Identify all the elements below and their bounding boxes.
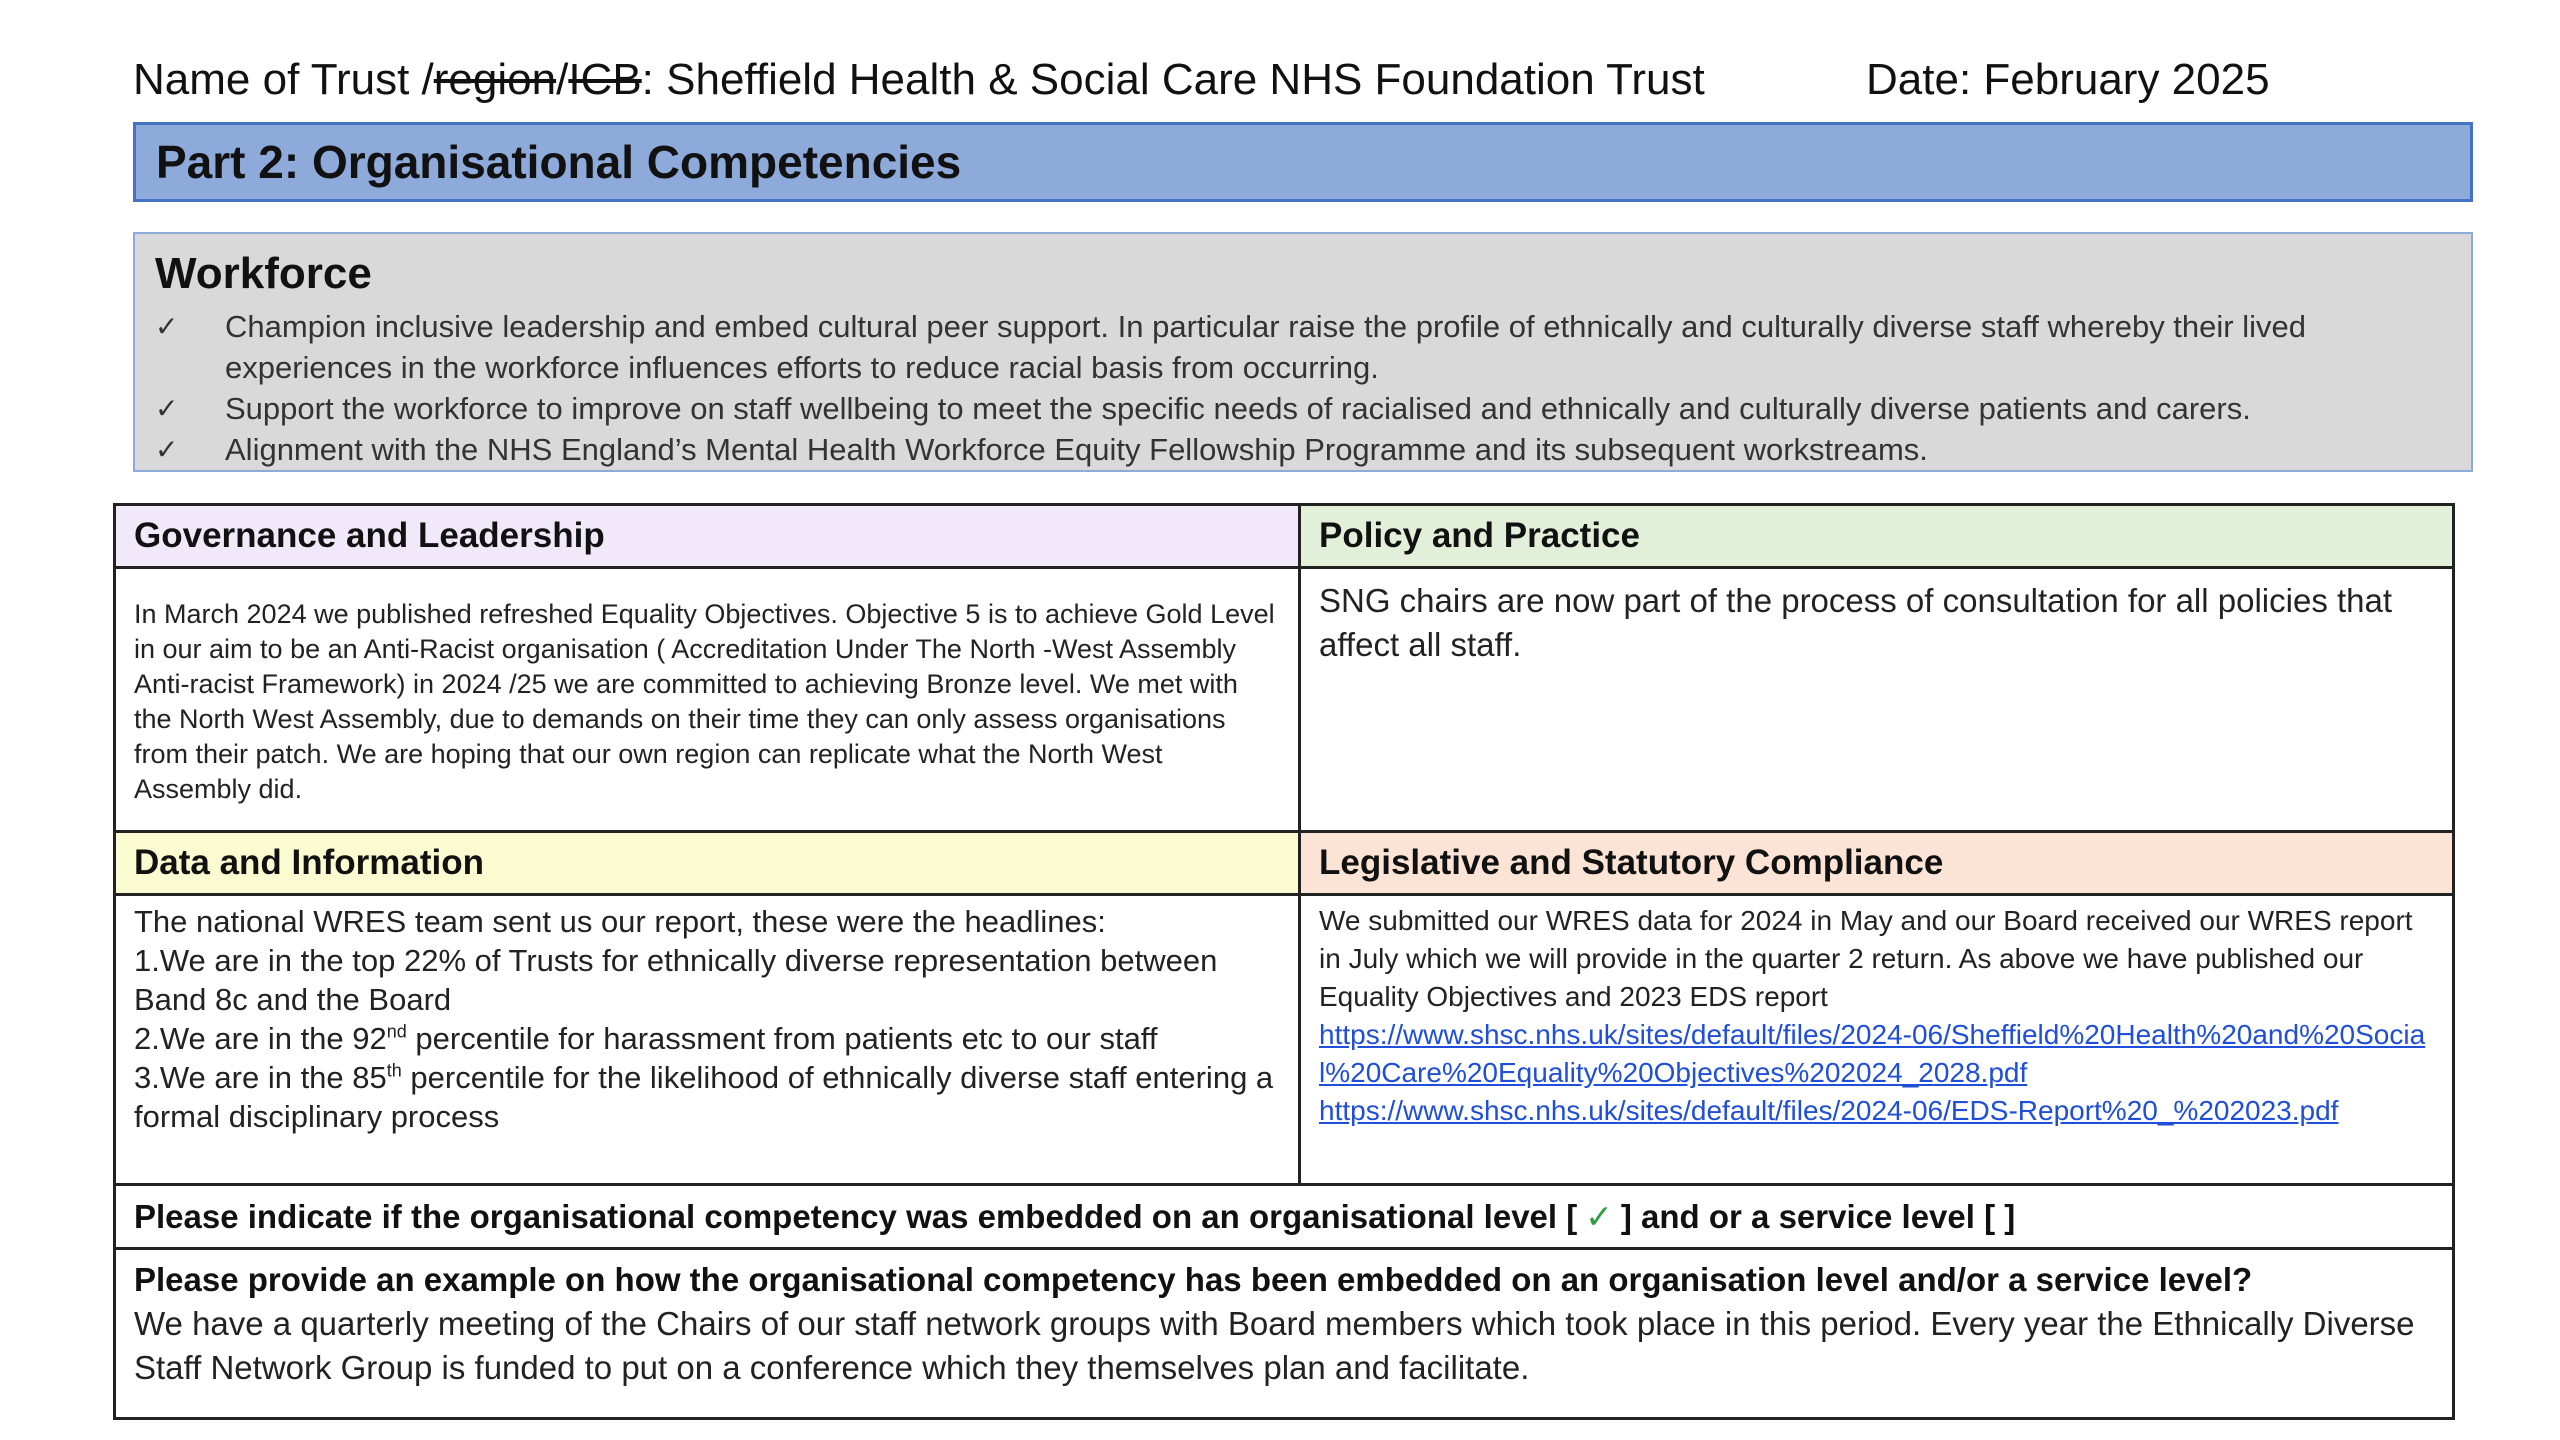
equality-objectives-link[interactable]: https://www.shsc.nhs.uk/sites/default/files/2024-06/Sheffield%20Health%20and%20Social%20Care%20Equality%20Objectives%202024_2028.pdf — [1319, 1019, 2426, 1088]
trust-header — [133, 50, 2313, 110]
data-body — [115, 895, 1300, 1185]
check-icon: ✓ — [1585, 1197, 1613, 1236]
headline-3-rest: percentile for the likelihood of ethnically diverse staff entering a formal disciplinary process — [134, 1060, 1274, 1134]
workforce-item-text: Support the workforce to improve on staff wellbeing to meet the specific needs of racialised and ethnically and culturally diverse patients and carers. — [225, 391, 2251, 426]
competency-table — [113, 503, 2455, 1420]
workforce-item-text: Alignment with the NHS England’s Mental Health Workforce Equity Fellowship Programme and its subsequent workstreams. — [225, 432, 1928, 467]
part-title: Part 2: Organisational Competencies — [133, 122, 2473, 202]
check-icon: ✓ — [155, 310, 179, 343]
trust-label-prefix: Name of Trust / — [133, 55, 434, 104]
check-icon: ✓ — [155, 392, 179, 425]
workforce-list — [155, 306, 2451, 470]
policy-body: SNG chairs are now part of the process of consultation for all policies that affect all staff. — [1300, 568, 2454, 832]
embedded-level-row — [115, 1185, 2454, 1249]
legislative-heading: Legislative and Statutory Compliance — [1300, 832, 2454, 895]
data-headline-3 — [134, 1058, 1280, 1136]
headline-3-text: 3.We are in the 85 — [134, 1060, 387, 1095]
eds-report-link[interactable]: https://www.shsc.nhs.uk/sites/default/files/2024-06/EDS-Report%20_%202023.pdf — [1319, 1095, 2339, 1126]
headline-3-sup: th — [386, 1060, 402, 1081]
example-row — [115, 1249, 2454, 1419]
embedded-level-text: Please indicate if the organisational competency was embedded on an organisational level [ — [134, 1198, 1578, 1235]
workforce-item — [155, 306, 2451, 388]
workforce-item — [155, 388, 2451, 429]
check-icon: ✓ — [155, 433, 179, 466]
service-level-text: ] and or a service level [ ] — [1620, 1198, 2016, 1235]
example-question: Please provide an example on how the organisational competency has been embedded on an organisation level and/or a service level? — [134, 1261, 2253, 1298]
workforce-item — [155, 429, 2451, 470]
report-date: Date: February 2025 — [1866, 55, 2270, 104]
legislative-body — [1300, 895, 2454, 1185]
trust-name: : Sheffield Health & Social Care NHS Foundation Trust — [641, 55, 1705, 104]
data-headline-2 — [134, 1019, 1280, 1058]
struck-region: region — [433, 55, 557, 104]
governance-heading: Governance and Leadership — [115, 505, 1300, 568]
data-intro: The national WRES team sent us our report, these were the headlines: — [134, 904, 1106, 939]
struck-icb: ICB — [568, 55, 642, 104]
workforce-title: Workforce — [155, 249, 372, 298]
headline-2-sup: nd — [386, 1021, 407, 1042]
data-heading: Data and Information — [115, 832, 1300, 895]
workforce-item-text: Champion inclusive leadership and embed cultural peer support. In particular raise the profile of ethnically and culturally diverse staff whereby their lived experiences in the workforce influences efforts to reduce racial basis from occurring. — [225, 309, 2306, 385]
example-answer: We have a quarterly meeting of the Chairs of our staff network groups with Board members which took place in this period. Every year the Ethnically Diverse Staff Network Group is funded to put on a conference which they themselves plan and facilitate. — [134, 1305, 2415, 1386]
legislative-text: We submitted our WRES data for 2024 in May and our Board received our WRES report in July which we will provide in the quarter 2 return. As above we have published our Equality Objectives and 2023 EDS report — [1319, 905, 2413, 1012]
policy-heading: Policy and Practice — [1300, 505, 2454, 568]
trust-label-slash: / — [556, 55, 569, 104]
headline-2-rest: percentile for harassment from patients etc to our staff — [406, 1021, 1158, 1056]
data-headline-1: 1.We are in the top 22% of Trusts for ethnically diverse representation between Band 8c and the Board — [134, 943, 1218, 1017]
workforce-box — [133, 232, 2473, 472]
governance-body: In March 2024 we published refreshed Equality Objectives. Objective 5 is to achieve Gold Level in our aim to be an Anti-Racist organisation ( Accreditation Under The North -West Assembly Anti-racist Framework) in 2024 /25 we are committed to achieving Bronze level. We met with the North West Assembly, due to demands on their time they can only assess organisations from their patch. We are hoping that our own region can replicate what the North West Assembly did. — [115, 568, 1300, 832]
headline-2-text: 2.We are in the 92 — [134, 1021, 387, 1056]
